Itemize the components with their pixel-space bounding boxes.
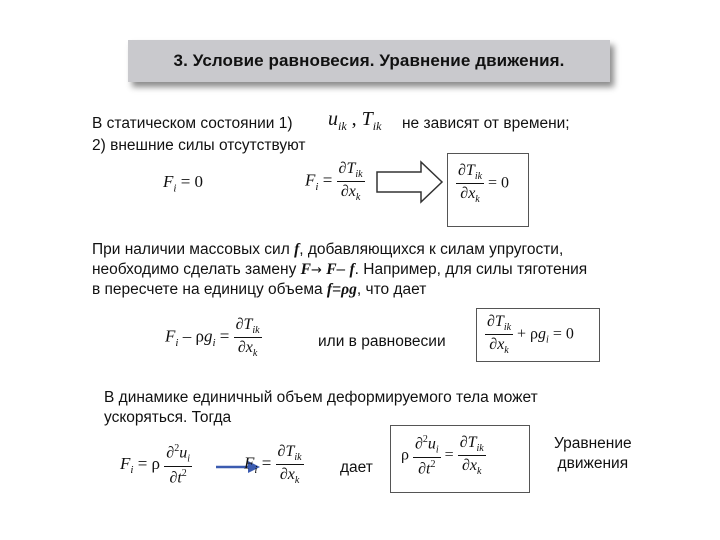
slide-title: 3. Условие равновесия. Уравнение движения. xyxy=(173,51,565,70)
formula-u-t: $u_{ik}$ , $T_{ik}$ xyxy=(328,108,382,133)
mass-line-1a: При наличии массовых сил xyxy=(92,241,290,258)
static-line-2: 2) внешние силы отсутствуют xyxy=(92,137,306,154)
dynamics-line-1: В динамике единичный объем деформируемого тела может xyxy=(104,389,538,406)
right-arrow-icon xyxy=(375,160,445,204)
mass-line-2: необходимо сделать замену F→ F– f. Например, для силы тяготения xyxy=(92,261,588,278)
static-line-1a: В статическом состоянии 1) xyxy=(92,115,293,132)
mass-line-2a: необходимо сделать замену xyxy=(92,261,297,278)
mass-line-1b: , добавляющихся к силам упругости, xyxy=(299,241,564,258)
mass-line-2b: . Например, для силы тяготения xyxy=(354,261,588,278)
formula-fi-divergence: $F_i$ = $\frac{\partial T_{ik}}{\partial x_k}$ xyxy=(305,160,363,204)
formula-divergence-zero: $\frac{\partial T_{ik}}{\partial x_k}$ = 0 xyxy=(458,162,510,206)
static-line-1b: не зависят от времени; xyxy=(402,115,570,132)
symbol-f: f xyxy=(294,241,300,258)
symbol-gravity: f xyxy=(326,281,333,298)
motion-equation-box xyxy=(390,425,530,493)
slide-title-bar xyxy=(128,40,610,82)
equilibrium-gravity-box xyxy=(476,308,600,362)
mass-line-3: в пересчете на единицу объема f=ρg, что дает xyxy=(92,281,427,298)
formula-equilibrium-gravity: $\frac{\partial T_{ik}}{\partial x_k}$ + $\rho g_i = 0$ xyxy=(487,313,574,357)
mass-line-3b: , что дает xyxy=(356,281,427,298)
formula-fi-gravity: $F_i - \rho g_i$ = $\frac{\partial T_{ik}}{\partial x_k}$ xyxy=(165,316,260,360)
equilibrium-box xyxy=(447,153,529,227)
dynamics-line-2: ускоряться. Тогда xyxy=(104,409,232,426)
formula-fi-zero: $F_i = 0$ xyxy=(163,172,204,195)
symbol-replacement: F xyxy=(300,261,311,278)
formula-fi-divergence-2: $F_i$ = $\frac{\partial T_{ik}}{\partial x_k}$ xyxy=(244,443,302,487)
or-equilibrium-label: или в равновесии xyxy=(318,333,446,350)
equation-of-motion-label xyxy=(554,434,632,474)
formula-fi-inertia: $F_i = \rho$ $\frac{\partial^2u_i}{\partial t^2}$ xyxy=(120,443,190,486)
formula-motion: ρ $\frac{\partial^2u_i}{\partial t^2}$ = $\frac{\partial T_{ik}}{\partial x_k}$ xyxy=(401,434,484,478)
gives-label: дает xyxy=(340,459,373,476)
mass-line-1 xyxy=(92,240,563,260)
equation-label-line-1: Уравнение xyxy=(554,435,632,452)
equation-label-line-2: движения xyxy=(557,455,629,472)
mass-line-3a: в пересчете на единицу объема xyxy=(92,281,323,298)
